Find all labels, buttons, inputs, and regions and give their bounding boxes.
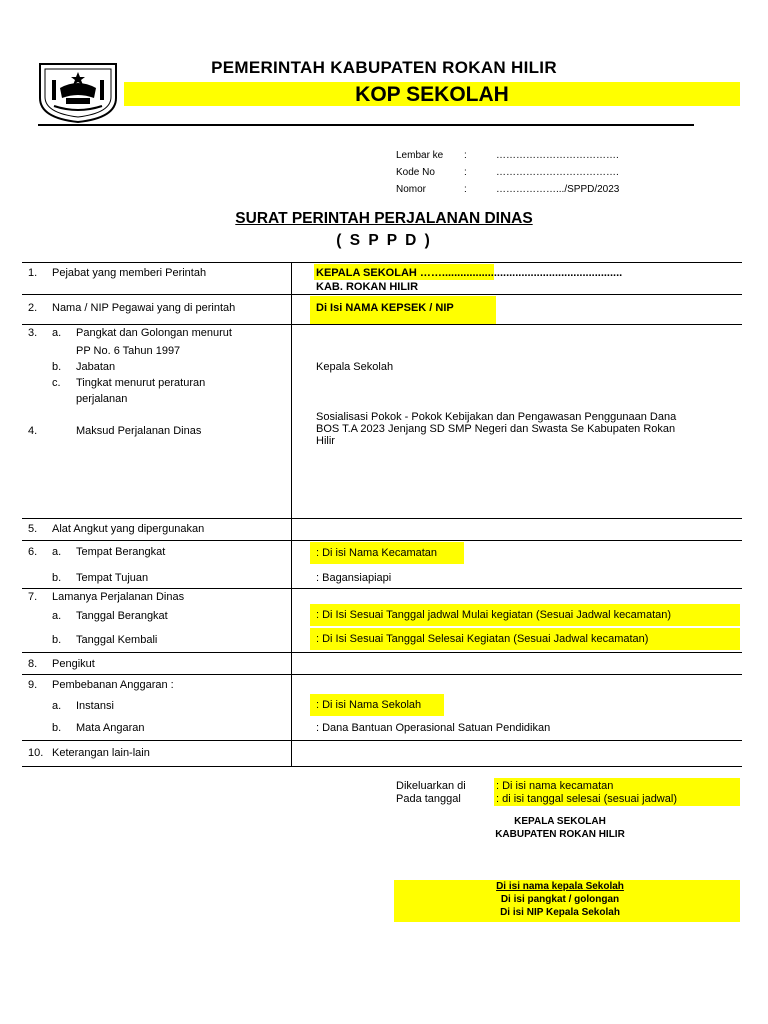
nomor-label: Nomor [396, 184, 427, 195]
issued-date-label: Pada tanggal [396, 793, 461, 805]
row-number: 5. [28, 523, 38, 535]
sub-letter: a. [52, 546, 62, 558]
position-value: Kepala Sekolah [316, 361, 394, 373]
row-label: Maksud Perjalanan Dinas [76, 425, 202, 437]
issued-date-value: : di isi tanggal selesai (sesuai jadwal) [496, 793, 677, 805]
purpose-value-line2: BOS T.A 2023 Jenjang SD SMP Negeri dan Swasta Se Kabupaten Rokan [316, 423, 676, 435]
table-rule [22, 324, 742, 325]
row-label: Nama / NIP Pegawai yang di perintah [52, 302, 236, 314]
table-rule [22, 740, 742, 741]
sub-letter: b. [52, 634, 62, 646]
signatory-nip: Di isi NIP Kepala Sekolah [500, 907, 620, 918]
table-rule [22, 262, 742, 263]
institution-value: : Di isi Nama Sekolah [316, 699, 422, 711]
row-label: Pangkat dan Golongan menurut [76, 327, 232, 339]
issued-at-value: : Di isi nama kecamatan [496, 780, 614, 792]
table-column-divider [291, 262, 292, 766]
row-number: 4. [28, 425, 38, 437]
employee-value: Di Isi NAMA KEPSEK / NIP [316, 302, 454, 314]
purpose-value-line3: Hilir [316, 435, 335, 447]
row-number: 8. [28, 658, 38, 670]
return-date-value: : Di Isi Sesuai Tanggal Selesai Kegiatan (Sesuai Jadwal kecamatan) [316, 633, 649, 645]
document-title-text: SURAT PERINTAH PERJALANAN DINAS [235, 210, 533, 227]
purpose-value-line1: Sosialisasi Pokok - Pokok Kebijakan dan Pengawasan Penggunaan Dana [316, 411, 677, 423]
row-number: 2. [28, 302, 38, 314]
row-label: perjalanan [76, 393, 128, 405]
row-label: Pengikut [52, 658, 95, 670]
sub-letter: a. [52, 327, 62, 339]
table-rule [22, 674, 742, 675]
colon: : [464, 184, 467, 195]
destination-value: : Bagansiapiapi [316, 572, 392, 584]
sub-letter: b. [52, 722, 62, 734]
lembar-label: Lembar ke [396, 150, 444, 161]
row-label: Mata Angaran [76, 722, 145, 734]
row-label: Alat Angkut yang dipergunakan [52, 523, 205, 535]
row-label: Tempat Tujuan [76, 572, 149, 584]
school-letterhead: KOP SEKOLAH [355, 83, 509, 106]
letterhead-rule [38, 124, 694, 126]
row-label: Instansi [76, 700, 114, 712]
row-label: Keterangan lain-lain [52, 747, 150, 759]
row-label: PP No. 6 Tahun 1997 [76, 345, 181, 357]
row-label: Jabatan [76, 361, 116, 373]
issued-at-label: Dikeluarkan di [396, 780, 466, 792]
document-subtitle: ( S P P D ) [336, 232, 432, 249]
row-label: Pembebanan Anggaran : [52, 679, 174, 691]
table-rule [22, 652, 742, 653]
nomor-value: ……………….../SPPD/2023 [496, 184, 620, 195]
colon: : [464, 150, 467, 161]
table-rule [22, 540, 742, 541]
row-label: Tanggal Kembali [76, 634, 158, 646]
budget-value: : Dana Bantuan Operasional Satuan Pendidikan [316, 722, 551, 734]
document-title [0, 210, 768, 228]
row-label: Tempat Berangkat [76, 546, 166, 558]
table-rule [22, 588, 742, 589]
sub-letter: b. [52, 572, 62, 584]
kode-label: Kode No [396, 167, 435, 178]
table-rule [22, 518, 742, 519]
sub-letter: a. [52, 700, 62, 712]
sub-letter: a. [52, 610, 62, 622]
row-number: 6. [28, 546, 38, 558]
colon: : [464, 167, 467, 178]
government-name: PEMERINTAH KABUPATEN ROKAN HILIR [211, 58, 557, 77]
departure-date-value: : Di Isi Sesuai Tanggal jadwal Mulai kegiatan (Sesuai Jadwal kecamatan) [316, 609, 672, 621]
issuer-value: KEPALA SEKOLAH ……........................................................... [316, 267, 623, 279]
signatory-name: Di isi nama kepala Sekolah [496, 881, 624, 892]
row-number: 10. [28, 747, 44, 759]
departure-place-value: : Di isi Nama Kecamatan [316, 547, 438, 559]
issuer-region: KAB. ROKAN HILIR [316, 281, 419, 293]
kode-value: ………………………………. [496, 167, 619, 178]
signatory-title: KEPALA SEKOLAH [514, 816, 606, 827]
row-label: Tingkat menurut peraturan [76, 377, 206, 389]
row-label: Pejabat yang memberi Perintah [52, 267, 207, 279]
signatory-rank: Di isi pangkat / golongan [500, 894, 620, 905]
lembar-value: ………………………………. [496, 150, 619, 161]
row-number: 1. [28, 267, 38, 279]
row-number: 7. [28, 591, 38, 603]
signatory-region: KABUPATEN ROKAN HILIR [495, 829, 625, 840]
table-rule [22, 766, 742, 767]
row-label: Lamanya Perjalanan Dinas [52, 591, 185, 603]
sub-letter: c. [52, 377, 61, 389]
row-label: Tanggal Berangkat [76, 610, 168, 622]
sub-letter: b. [52, 361, 62, 373]
row-number: 3. [28, 327, 38, 339]
table-rule [22, 294, 742, 295]
row-number: 9. [28, 679, 38, 691]
